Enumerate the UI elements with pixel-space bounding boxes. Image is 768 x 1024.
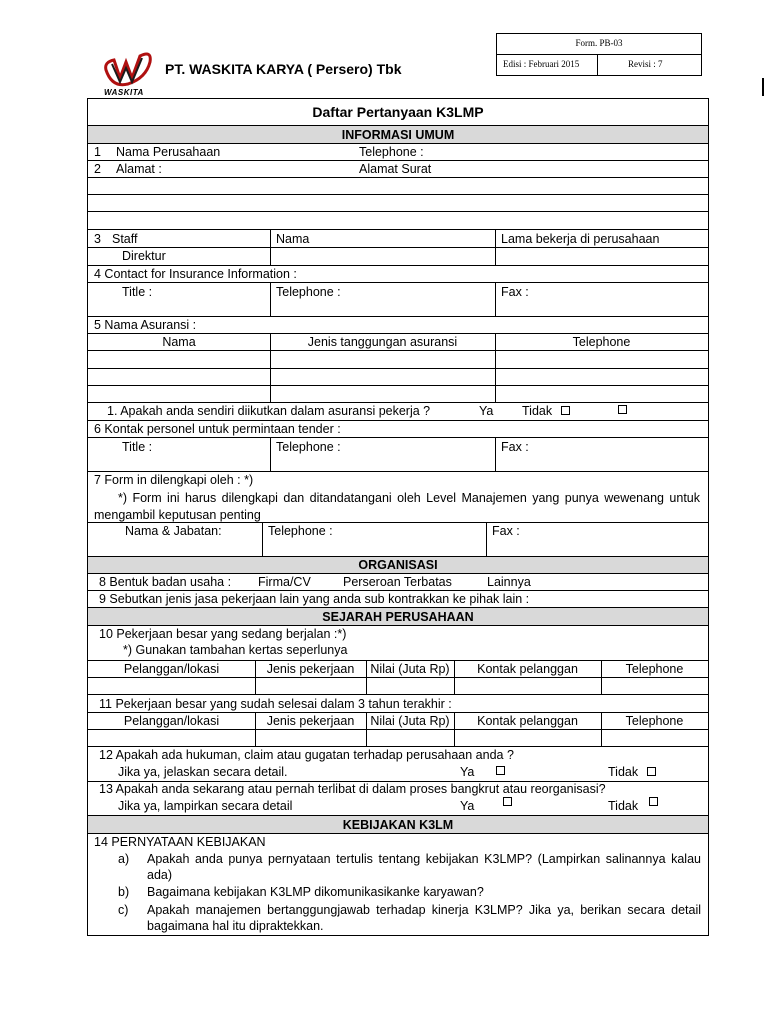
q11-col-pelanggan: Pelanggan/lokasi	[123, 714, 220, 728]
q11-label: 11 Pekerjaan besar yang sudah selesai dalam 3 tahun terakhir :	[99, 697, 452, 711]
q5-col-jenis: Jenis tanggungan asuransi	[307, 335, 458, 349]
q12-label: 12 Apakah ada hukuman, claim atau gugatan terhadap perusahaan anda ?	[99, 748, 514, 762]
q13-ya-checkbox[interactable]	[503, 797, 512, 806]
q14-item-a-text: Apakah anda punya pernyataan tertulis tentang kebijakan K3LMP? (Lampirkan salinannya kalau ada)	[147, 852, 701, 882]
q5-col-nama: Nama	[162, 335, 196, 349]
q10-col-jenis: Jenis pekerjaan	[266, 662, 355, 676]
q5-sub-question: 1. Apakah anda sendiri diikutkan dalam asuransi pekerja ?	[107, 404, 431, 418]
q14-item-c-letter: c)	[118, 903, 129, 917]
q12-tidak-label: Tidak	[608, 765, 639, 779]
q14-item-b-letter: b)	[118, 885, 130, 899]
q1-number: 1	[94, 145, 101, 159]
q11-col-nilai: Nilai (Juta Rp)	[370, 714, 450, 728]
q4-label: 4 Contact for Insurance Information :	[94, 267, 297, 281]
q8-option-firma: Firma/CV	[258, 575, 311, 589]
q14-item-c-text: Apakah manajemen bertanggungjawab terhadap kinerja K3LMP? Jika ya, berikan secara detail bagaimana hal itu dipraktekkan.	[147, 903, 701, 933]
section-organisasi: ORGANISASI	[358, 558, 438, 572]
q13-label: 13 Apakah anda sekarang atau pernah terlibat di dalam proses bangkrut atau reorganisasi?	[99, 782, 606, 796]
q6-fax-label: Fax :	[501, 440, 529, 454]
q3-direktur-label: Direktur	[122, 249, 166, 263]
form-edition: Edisi : Februari 2015	[503, 59, 580, 69]
q11-col-kontak: Kontak pelanggan	[477, 714, 578, 728]
q6-label: 6 Kontak personel untuk permintaan tender :	[94, 422, 341, 436]
q7-note: *) Form ini harus dilengkapi dan ditandatangani oleh Level Manajemen yang punya wewenang untuk mengambil keputusan penting	[94, 491, 700, 522]
q14-item-a-letter: a)	[118, 852, 130, 866]
q7-nama-jabatan-label: Nama & Jabatan:	[125, 524, 222, 538]
q7-label: 7 Form in dilengkapi oleh : *)	[94, 473, 254, 487]
q1-label: Nama Perusahaan	[116, 145, 221, 159]
form-revision: Revisi : 7	[628, 59, 663, 69]
q10-col-kontak: Kontak pelanggan	[477, 662, 578, 676]
q7-fax-label: Fax :	[492, 524, 520, 538]
q5-label: 5 Nama Asuransi :	[94, 318, 197, 332]
section-sejarah: SEJARAH PERUSAHAAN	[322, 610, 474, 624]
q10-col-nilai: Nilai (Juta Rp)	[370, 662, 450, 676]
q2-label: Alamat :	[116, 162, 162, 176]
q12-sub: Jika ya, jelaskan secara detail.	[118, 765, 288, 779]
section-informasi-umum: INFORMASI UMUM	[341, 128, 455, 142]
q8-label: 8 Bentuk badan usaha :	[99, 575, 232, 589]
q3-number: 3	[94, 232, 101, 246]
q6-title-label: Title :	[122, 440, 153, 454]
q5-tidak-label: Tidak	[522, 404, 553, 418]
q11-col-telephone: Telephone	[625, 714, 684, 728]
q3-nama-header: Nama	[276, 232, 310, 246]
q14-label: 14 PERNYATAAN KEBIJAKAN	[94, 835, 266, 849]
q5-tidak-checkbox[interactable]	[618, 405, 627, 414]
q8-option-pt: Perseroan Terbatas	[343, 575, 452, 589]
margin-mark	[762, 78, 764, 96]
q11-col-jenis: Jenis pekerjaan	[266, 714, 355, 728]
logo-text: WASKITA	[104, 88, 144, 97]
q9-label: 9 Sebutkan jenis jasa pekerjaan lain yang anda sub kontrakkan ke pihak lain :	[99, 592, 530, 606]
q5-ya-checkbox[interactable]	[561, 406, 570, 415]
q8-option-lainnya: Lainnya	[487, 575, 531, 589]
q10-col-telephone: Telephone	[625, 662, 684, 676]
form-code: Form. PB-03	[575, 38, 623, 48]
company-name: PT. WASKITA KARYA ( Persero) Tbk	[165, 61, 402, 77]
q4-title-label: Title :	[122, 285, 153, 299]
q5-col-telephone: Telephone	[572, 335, 631, 349]
q12-ya-checkbox[interactable]	[496, 766, 505, 775]
form-title: Daftar Pertanyaan K3LMP	[312, 104, 484, 120]
q13-tidak-checkbox[interactable]	[649, 797, 658, 806]
section-kebijakan: KEBIJAKAN K3LM	[342, 818, 454, 832]
q12-ya-label: Ya	[460, 765, 475, 779]
q10-note: *) Gunakan tambahan kertas seperlunya	[123, 643, 348, 657]
q1-telephone-label: Telephone :	[359, 145, 424, 159]
q2-mailing-address-label: Alamat Surat	[359, 162, 432, 176]
q13-sub: Jika ya, lampirkan secara detail	[118, 799, 293, 813]
q6-telephone-label: Telephone :	[276, 440, 341, 454]
q3-label: Staff	[112, 232, 138, 246]
q3-lama-header: Lama bekerja di perusahaan	[501, 232, 660, 246]
q13-tidak-label: Tidak	[608, 799, 639, 813]
q4-telephone-label: Telephone :	[276, 285, 341, 299]
q7-telephone-label: Telephone :	[268, 524, 333, 538]
q10-label: 10 Pekerjaan besar yang sedang berjalan :*)	[99, 627, 347, 641]
q13-ya-label: Ya	[460, 799, 475, 813]
q10-col-pelanggan: Pelanggan/lokasi	[123, 662, 220, 676]
q14-item-b-text: Bagaimana kebijakan K3LMP dikomunikasikanke karyawan?	[147, 885, 484, 899]
q5-ya-label: Ya	[479, 404, 494, 418]
q12-tidak-checkbox[interactable]	[647, 767, 656, 776]
q4-fax-label: Fax :	[501, 285, 529, 299]
q2-number: 2	[94, 162, 101, 176]
